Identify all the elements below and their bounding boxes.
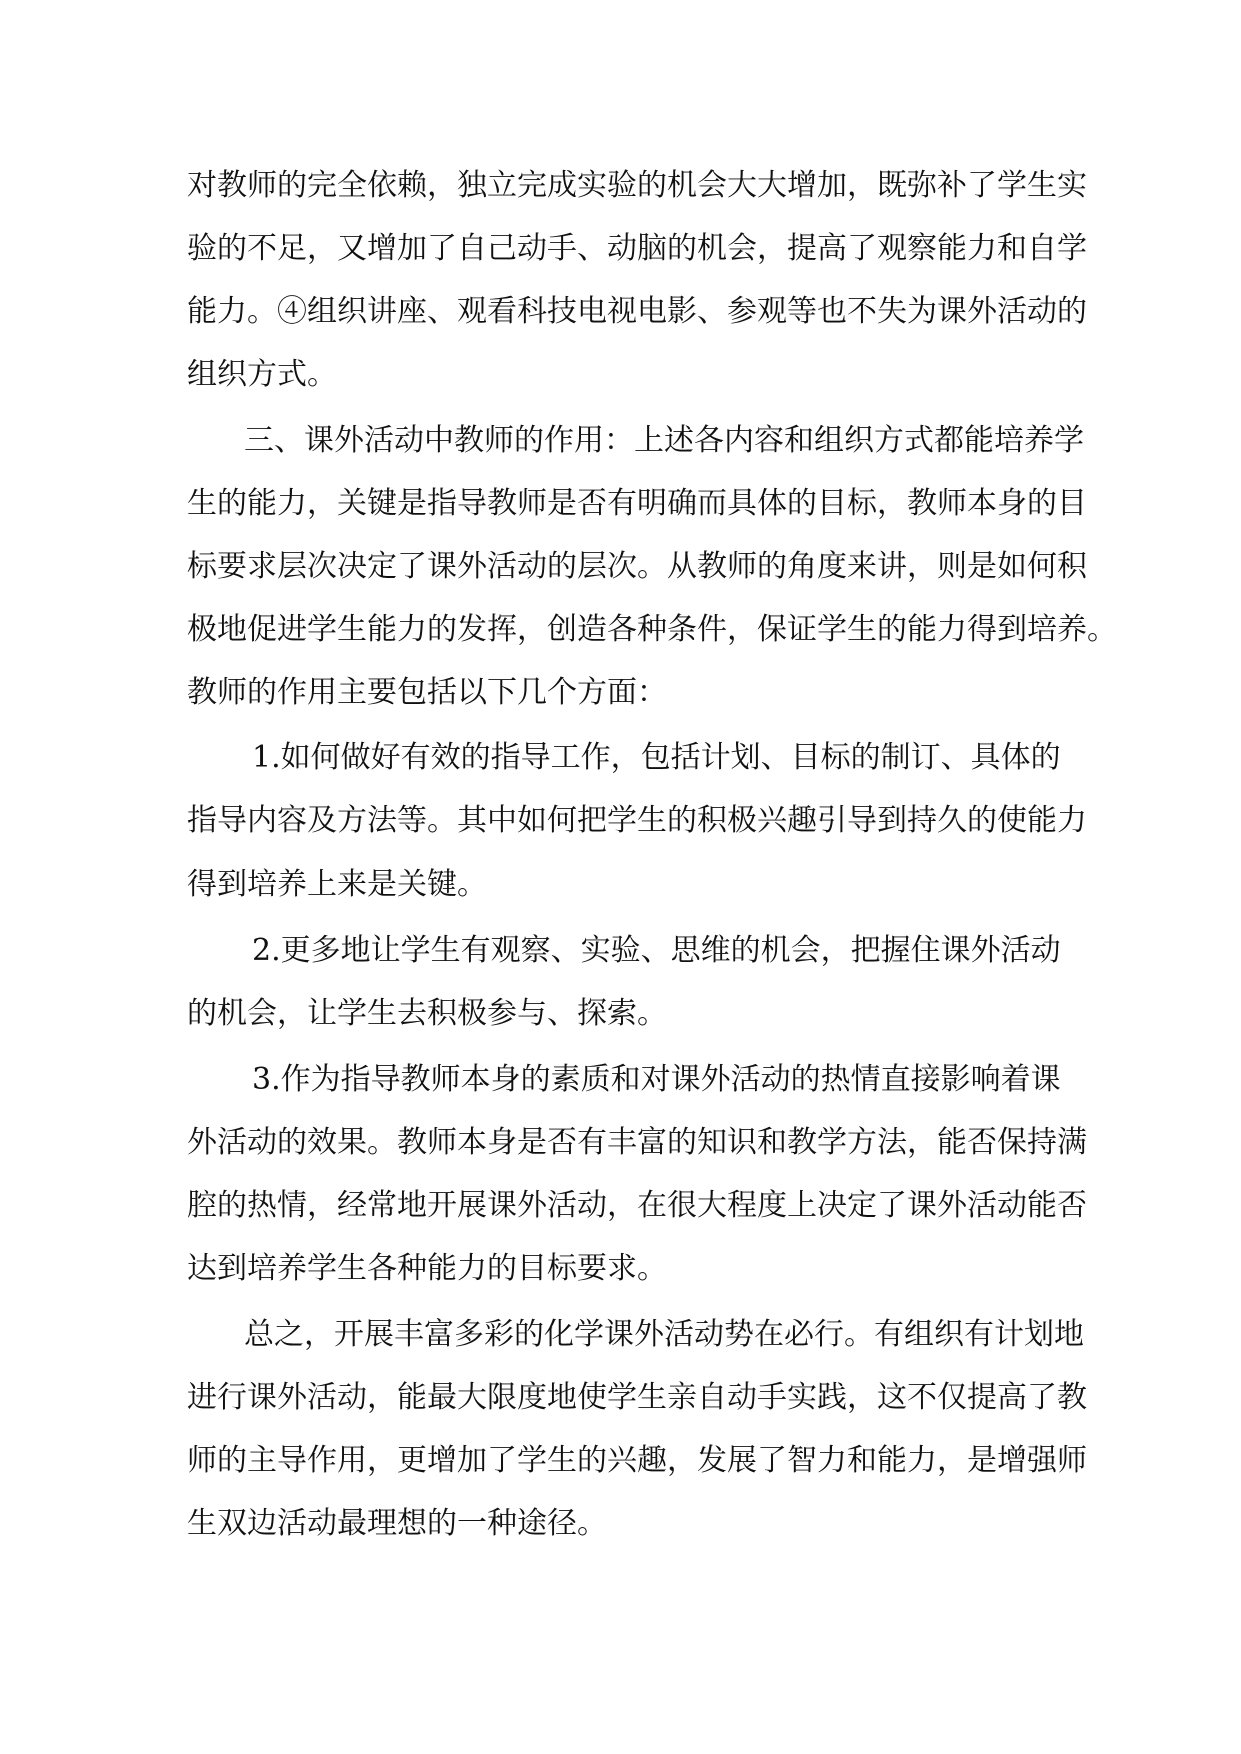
text-line: 3.作为指导教师本身的素质和对课外活动的热情直接影响着课 (252, 1062, 1061, 1097)
text-line: 组织方式。 (187, 357, 337, 392)
text-line: 三、课外活动中教师的作用：上述各内容和组织方式都能培养学 (244, 423, 1084, 458)
text-line: 指导内容及方法等。其中如何把学生的积极兴趣引导到持久的使能力 (187, 803, 1087, 838)
text-line: 1.如何做好有效的指导工作，包括计划、目标的制订、具体的 (252, 740, 1061, 775)
text-line: 极地促进学生能力的发挥，创造各种条件，保证学生的能力得到培养。 (187, 612, 1117, 647)
text-line: 进行课外活动，能最大限度地使学生亲自动手实践，这不仅提高了教 (187, 1380, 1087, 1415)
text-line: 生双边活动最理想的一种途径。 (187, 1506, 607, 1541)
text-line: 教师的作用主要包括以下几个方面： (187, 675, 667, 710)
text-line: 对教师的完全依赖，独立完成实验的机会大大增加，既弥补了学生实 (187, 168, 1087, 203)
text-line: 外活动的效果。教师本身是否有丰富的知识和教学方法，能否保持满 (187, 1125, 1087, 1160)
text-line: 师的主导作用，更增加了学生的兴趣，发展了智力和能力，是增强师 (187, 1443, 1087, 1478)
text-line: 的机会，让学生去积极参与、探索。 (187, 996, 667, 1031)
text-line: 腔的热情，经常地开展课外活动，在很大程度上决定了课外活动能否 (187, 1188, 1087, 1223)
text-line: 生的能力，关键是指导教师是否有明确而具体的目标，教师本身的目 (187, 486, 1087, 521)
text-line: 验的不足，又增加了自己动手、动脑的机会，提高了观察能力和自学 (187, 231, 1087, 266)
text-line: 能力。④组织讲座、观看科技电视电影、参观等也不失为课外活动的 (187, 294, 1087, 329)
text-line: 总之，开展丰富多彩的化学课外活动势在必行。有组织有计划地 (244, 1317, 1084, 1352)
text-line: 达到培养学生各种能力的目标要求。 (187, 1251, 667, 1286)
text-line: 得到培养上来是关键。 (187, 867, 487, 902)
text-line: 标要求层次决定了课外活动的层次。从教师的角度来讲，则是如何积 (187, 549, 1087, 584)
text-line: 2.更多地让学生有观察、实验、思维的机会，把握住课外活动 (252, 933, 1061, 968)
